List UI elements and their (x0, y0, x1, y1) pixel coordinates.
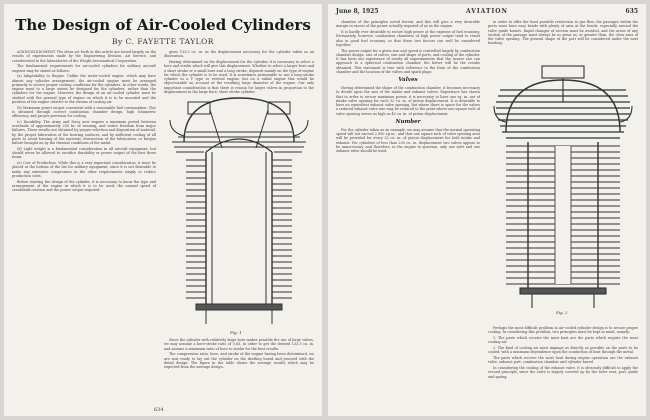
paragraph: It is hardly ever desirable to secure high power at the expense of fuel economy. Fortunately, however, combustion chambers of high power output tend to result also in good fuel economy, so that these two factors can well be considered together. (336, 30, 480, 47)
paragraph: (c) Durability. The Army and Navy now require a minimum period between overhauls of approximately 200 hr. of running, and entire freedom from major failures. These results are obtained by proper selection and disposition of material, by the proper lubrication of the bearing surfaces, and by sufficient cooling of all parts to avoid burning of the material, destruction of the lubrication, or fatigue failure brought on by the thermal conditions of the metal. (12, 119, 156, 145)
paragraph: Since the cylinder with relatively large bore makes possible the use of large valves, we may assume a bore-stroke ratio of 0.85, in order to get the desired 133.3 cu. in. and assume a maximum ratio of bore to stroke for the best results. (164, 338, 314, 351)
cylinder-section-figure-1 (166, 90, 312, 330)
journal-name: AVIATION (466, 8, 508, 15)
paragraph: Having determined on the displacement for the cylinder, it is necessary to select a bore and stroke which will give this displacement. Whether to select a larger bore and a short stroke or a small bore and a long stroke, depends mainly on the type of engine for which the cylinder is to be used. It is sometimes permissible to use a long stroke cylinder in a V type or vertical engine, but on a radial engine this would be objectionable on account of the resulting large diameter of the engine. Our only important consideration is that there is reason for larger valves in proportion to the displacement in the large bore, short stroke cylinder. (164, 60, 314, 94)
left-column-1 (12, 50, 156, 404)
paragraph: chamber of the principles noted herein, and this will give a very desirable margin in excess of the power actually required of us as the engine. (336, 20, 480, 29)
author-byline: By C. FAYETTE TAYLOR (112, 37, 214, 46)
right-column-2-bottom (488, 326, 638, 412)
paragraph: (b) Maximum power output consistent with a reasonable fuel consumption. This is obtained through correct combustion chamber design, high volumetric efficiency, and proper provision for cooling. (12, 105, 156, 118)
page-number: 635 (625, 8, 638, 15)
paragraph: Perhaps the most difficult problem in air-cooled cylinder design is to secure proper cooling. In considering this problem, two principles must be kept in mind, namely: (488, 326, 638, 335)
page-number: 634 (154, 407, 164, 413)
paragraph: Having determined the shape of the combustion chamber, it becomes necessary to decide upon the size of the intake and exhaust valves. Experience has shown that in order to secure maximum power, it is necessary to have one sq. in. net of intake valve opening for each 32 cu. in. of piston displacement. It is desirable to have an equivalent exhaust valve opening, but where there is space for the valves a reduced exhaust valve size may be reduced to the point where one square inch of valve opening serves as high as 40 cu. in. of piston displacement. (336, 86, 480, 116)
figure-2-caption: Fig. 2 (556, 310, 568, 315)
right-column-1 (336, 20, 480, 412)
paragraph: gives 133.3 cu. in. as the displacement necessary for the cylinder taken as an illustration. (164, 50, 314, 59)
paragraph: The fundamental requirements for air-cooled cylinders for military aircraft engines may be stated as follows: (12, 64, 156, 73)
paragraph: The power output for a given size and speed is controlled largely by combustion chamber design, size of valves, size and shape of ports, and cooling of the cylinder. It has been our experience of nearly all experimenters that the nearer one can approach to a spherical combustion chamber, the better will be the results obtained. This statement is true with reference to the form of the combustion chamber and the location of the valves and spark plugs. (336, 48, 480, 74)
article-title: The Design of Air-Cooled Cylinders (15, 16, 311, 34)
paragraph: (e) Cost of Production. While this is a very important consideration, it must be placed at the bottom of the list for military equipment, since it is not desirable to make any extensive compromise in the other requirements simply to reduce production costs. (12, 161, 156, 178)
left-column-2-top (164, 50, 314, 94)
paragraph: 2. The kind of cooling air must impinge as directly as possible on the parts to be cooled, with a minimum dependence upon the conduction of heat through the metal. (488, 346, 638, 355)
section-heading-valves: Valves (398, 77, 418, 83)
paragraph: In considering the cooling of the exhaust valve, it is obviously difficult to apply the second principle, since the valve is largely covered up by the valve seat, port, guide and spring. (488, 366, 638, 379)
paragraph: (a) Adaptability to Engine. Unlike the water-cooled engine, which may have almost any cylinder arrangement, the air-cooled engine must be arranged primarily to secure proper cooling conditions for the cylinders. In other words, the engine must to a large extent be designed for the cylinders, rather than the cylinders for the engine. However, the design of an air-cooled cylinder must be studied with the general type of engine on which it is to be mounted and the position of the engine relative to the stream of cooling air. (12, 74, 156, 104)
right-page (328, 4, 646, 416)
paragraph: The parts which receive the most heat during engine operation are the exhaust valve, exhaust port, combustion chamber and cylinder barrel. (488, 356, 638, 365)
paragraph: in order to offer the least possible restriction to gas flow, the passages within the ports must have easy bends with plenty of area at the bends, especially around the valve guide bosses. Rapid changes of section must be avoided, and the areas of any section of the passage must always be as great as, or greater than, the clear area of the valve opening. The general shape of the port will be considered under the next heading. (488, 20, 638, 46)
left-page (4, 4, 322, 416)
running-header (336, 8, 638, 18)
left-column-2-bottom (164, 338, 314, 404)
paragraph: ACKNOWLEDGMENT. The ideas set forth in this article are based largely on the results of experiments made by the Engineering Division, Air Service, and corroborated in the laboratories of the Wright Aeronautical Corporation. (12, 50, 156, 63)
figure-1-caption: Fig. 1 (230, 330, 242, 335)
cylinder-elevation-figure-2 (492, 62, 634, 310)
issue-date: June 8, 1925 (336, 8, 379, 15)
paragraph: 1. The parts which receive the most heat are the parts which require the most cooling air. (488, 336, 638, 345)
paragraph: (d) Light weight is a fundamental consideration in all aircraft equipment, but should never be allowed to sacrifice durability or power output of the first three items. (12, 146, 156, 160)
section-heading-number: Number (395, 118, 421, 125)
paragraph: The compression ratio, bore, and stroke of the engine having been determined, we are now ready to lay out the cylinder on the drafting board and proceed with the detail design. The figure in the table shows the average results which may be expected from the average design. (164, 352, 314, 369)
paragraph: For the cylinder taken as an example, we may assume that the normal operating speed will not exceed 2,000 r.p.m., and that one square inch of valve opening area will be provided for every 32 cu. in. of piston displacement for both intake and exhaust. For cylinders of less than 200 cu. in. displacement two valves appear to be unnecessary, and therefore, in the engine in question, only one inlet and one exhaust valve should be used. (336, 127, 480, 153)
paragraph: Before starting the design of the cylinder, it is necessary to know the type and arrangement of the engine in which it is to be used, the normal speed of crankshaft rotation and the power output required. (12, 179, 156, 192)
right-column-2-top (488, 20, 638, 60)
